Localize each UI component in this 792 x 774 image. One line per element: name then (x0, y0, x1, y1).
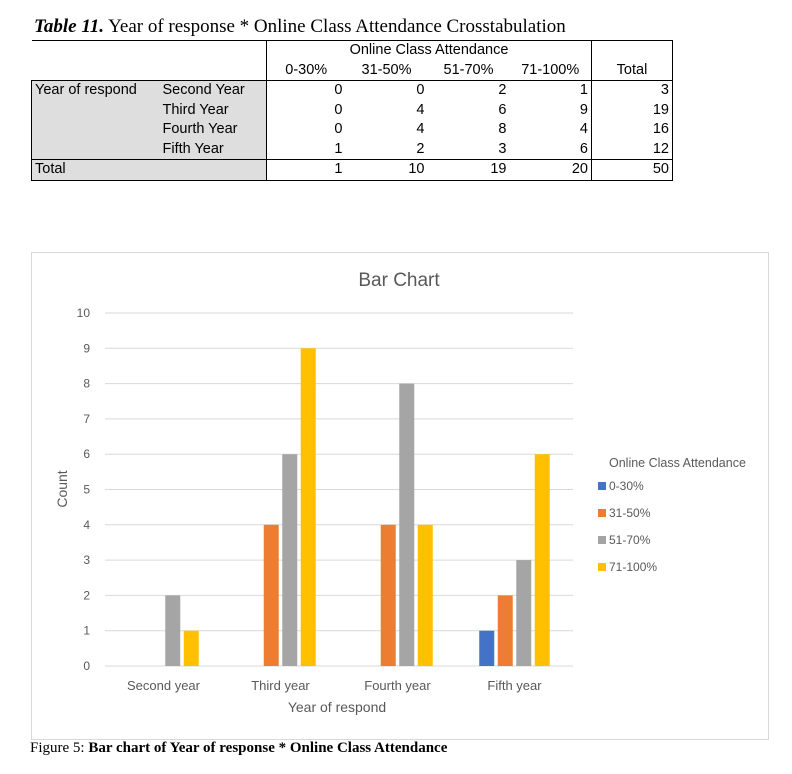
group-header: Online Class Attendance (267, 41, 592, 61)
legend-title: Online Class Attendance (609, 456, 746, 470)
bar (282, 454, 297, 666)
bar (498, 595, 513, 666)
table-cell: 19 (428, 160, 510, 181)
table-cell-total: 3 (592, 81, 673, 101)
table-cell: 1 (267, 160, 346, 181)
legend-swatch (598, 563, 606, 571)
crosstab-table (31, 40, 673, 181)
row-group-label: Year of respond (32, 81, 160, 160)
legend-entry: 0-30% (609, 479, 644, 493)
corner-cell (160, 41, 267, 61)
table-cell: 10 (346, 160, 428, 181)
y-tick-label: 8 (83, 376, 90, 391)
column-header: 71-100% (521, 61, 580, 78)
x-tick-label: Third year (251, 678, 310, 693)
y-tick-label: 0 (83, 659, 90, 673)
row-label: Fourth Year (160, 120, 267, 140)
bar (479, 631, 494, 666)
bar (535, 454, 550, 666)
table-cell: 20 (510, 160, 592, 181)
caption-prefix: Figure 5: (30, 740, 85, 756)
table-cell-total: 16 (592, 120, 673, 140)
row-label: Second Year (160, 81, 267, 101)
table-header-row-2 (32, 61, 673, 81)
legend-entry: 51-70% (609, 533, 651, 547)
y-tick-label: 1 (83, 623, 90, 638)
y-tick-label: 10 (76, 306, 90, 320)
table-cell: 1 (267, 140, 346, 160)
y-tick-label: 4 (83, 517, 90, 532)
y-tick-label: 3 (83, 553, 90, 568)
table-cell: 4 (416, 101, 425, 118)
legend-swatch (598, 536, 606, 544)
table-total-row (32, 160, 673, 181)
corner-cell (32, 61, 160, 81)
table-cell: 4 (416, 121, 425, 137)
bar (516, 560, 531, 666)
table-header-row-1 (32, 41, 673, 61)
legend-entry: 31-50% (609, 506, 651, 520)
bar (399, 384, 414, 666)
bar (165, 595, 180, 666)
x-axis-ticks (127, 678, 542, 693)
table-cell: 6 (498, 101, 507, 118)
column-header: 51-70% (443, 61, 494, 78)
bar (418, 525, 433, 666)
bar (381, 525, 396, 666)
table-cell: 0 (267, 81, 346, 101)
table-cell-total: 12 (592, 140, 673, 160)
total-row-label: Total (32, 160, 267, 181)
y-axis-ticks (77, 306, 91, 673)
x-tick-label: Fourth year (364, 678, 431, 693)
y-axis-label: Count (54, 470, 70, 508)
x-tick-label: Second year (127, 678, 200, 693)
total-header: Total (592, 41, 673, 81)
corner-cell (32, 41, 160, 61)
bars (165, 348, 550, 666)
table-cell: 8 (498, 121, 507, 137)
table-cell-total: 50 (592, 160, 673, 181)
table-cell: 1 (510, 81, 592, 101)
row-label: Third Year (160, 101, 267, 121)
table-cell: 0 (267, 120, 346, 140)
table-cell-total: 19 (592, 101, 673, 121)
x-tick-label: Fifth year (487, 678, 542, 693)
bar-chart (32, 253, 768, 739)
table-cell: 2 (416, 140, 425, 157)
chart-title: Bar Chart (358, 270, 440, 291)
corner-cell (160, 61, 267, 81)
y-tick-label: 9 (83, 341, 90, 356)
table-cell: 9 (579, 101, 588, 118)
legend-swatch (598, 482, 606, 490)
y-tick-label: 6 (83, 447, 90, 462)
table-cell: 0 (267, 101, 346, 121)
table-cell: 6 (579, 140, 588, 157)
bar (184, 631, 199, 666)
bar-chart-container (31, 252, 769, 740)
legend-entry: 71-100% (609, 560, 658, 574)
x-axis-label: Year of respond (287, 699, 387, 715)
y-tick-label: 2 (83, 588, 90, 603)
table-cell: 4 (579, 121, 588, 137)
y-tick-label: 5 (83, 482, 90, 497)
table-title (34, 16, 566, 38)
figure-caption (30, 740, 447, 757)
column-header: 31-50% (361, 61, 412, 78)
y-tick-label: 7 (83, 411, 90, 426)
table-row (32, 81, 673, 101)
table-cell: 3 (498, 140, 507, 157)
column-header: 0-30% (267, 61, 346, 81)
table-title-text: Year of response * Online Class Attendance Crosstabulation (108, 16, 566, 37)
caption-text: Bar chart of Year of response * Online Class Attendance (88, 740, 448, 756)
table-cell: 2 (428, 81, 510, 101)
table-cell: 0 (346, 81, 428, 101)
row-label: Fifth Year (160, 140, 267, 160)
legend-swatch (598, 509, 606, 517)
bar (264, 525, 279, 666)
bar (301, 348, 316, 666)
legend (598, 456, 746, 574)
table-number: Table 11. (34, 16, 105, 37)
